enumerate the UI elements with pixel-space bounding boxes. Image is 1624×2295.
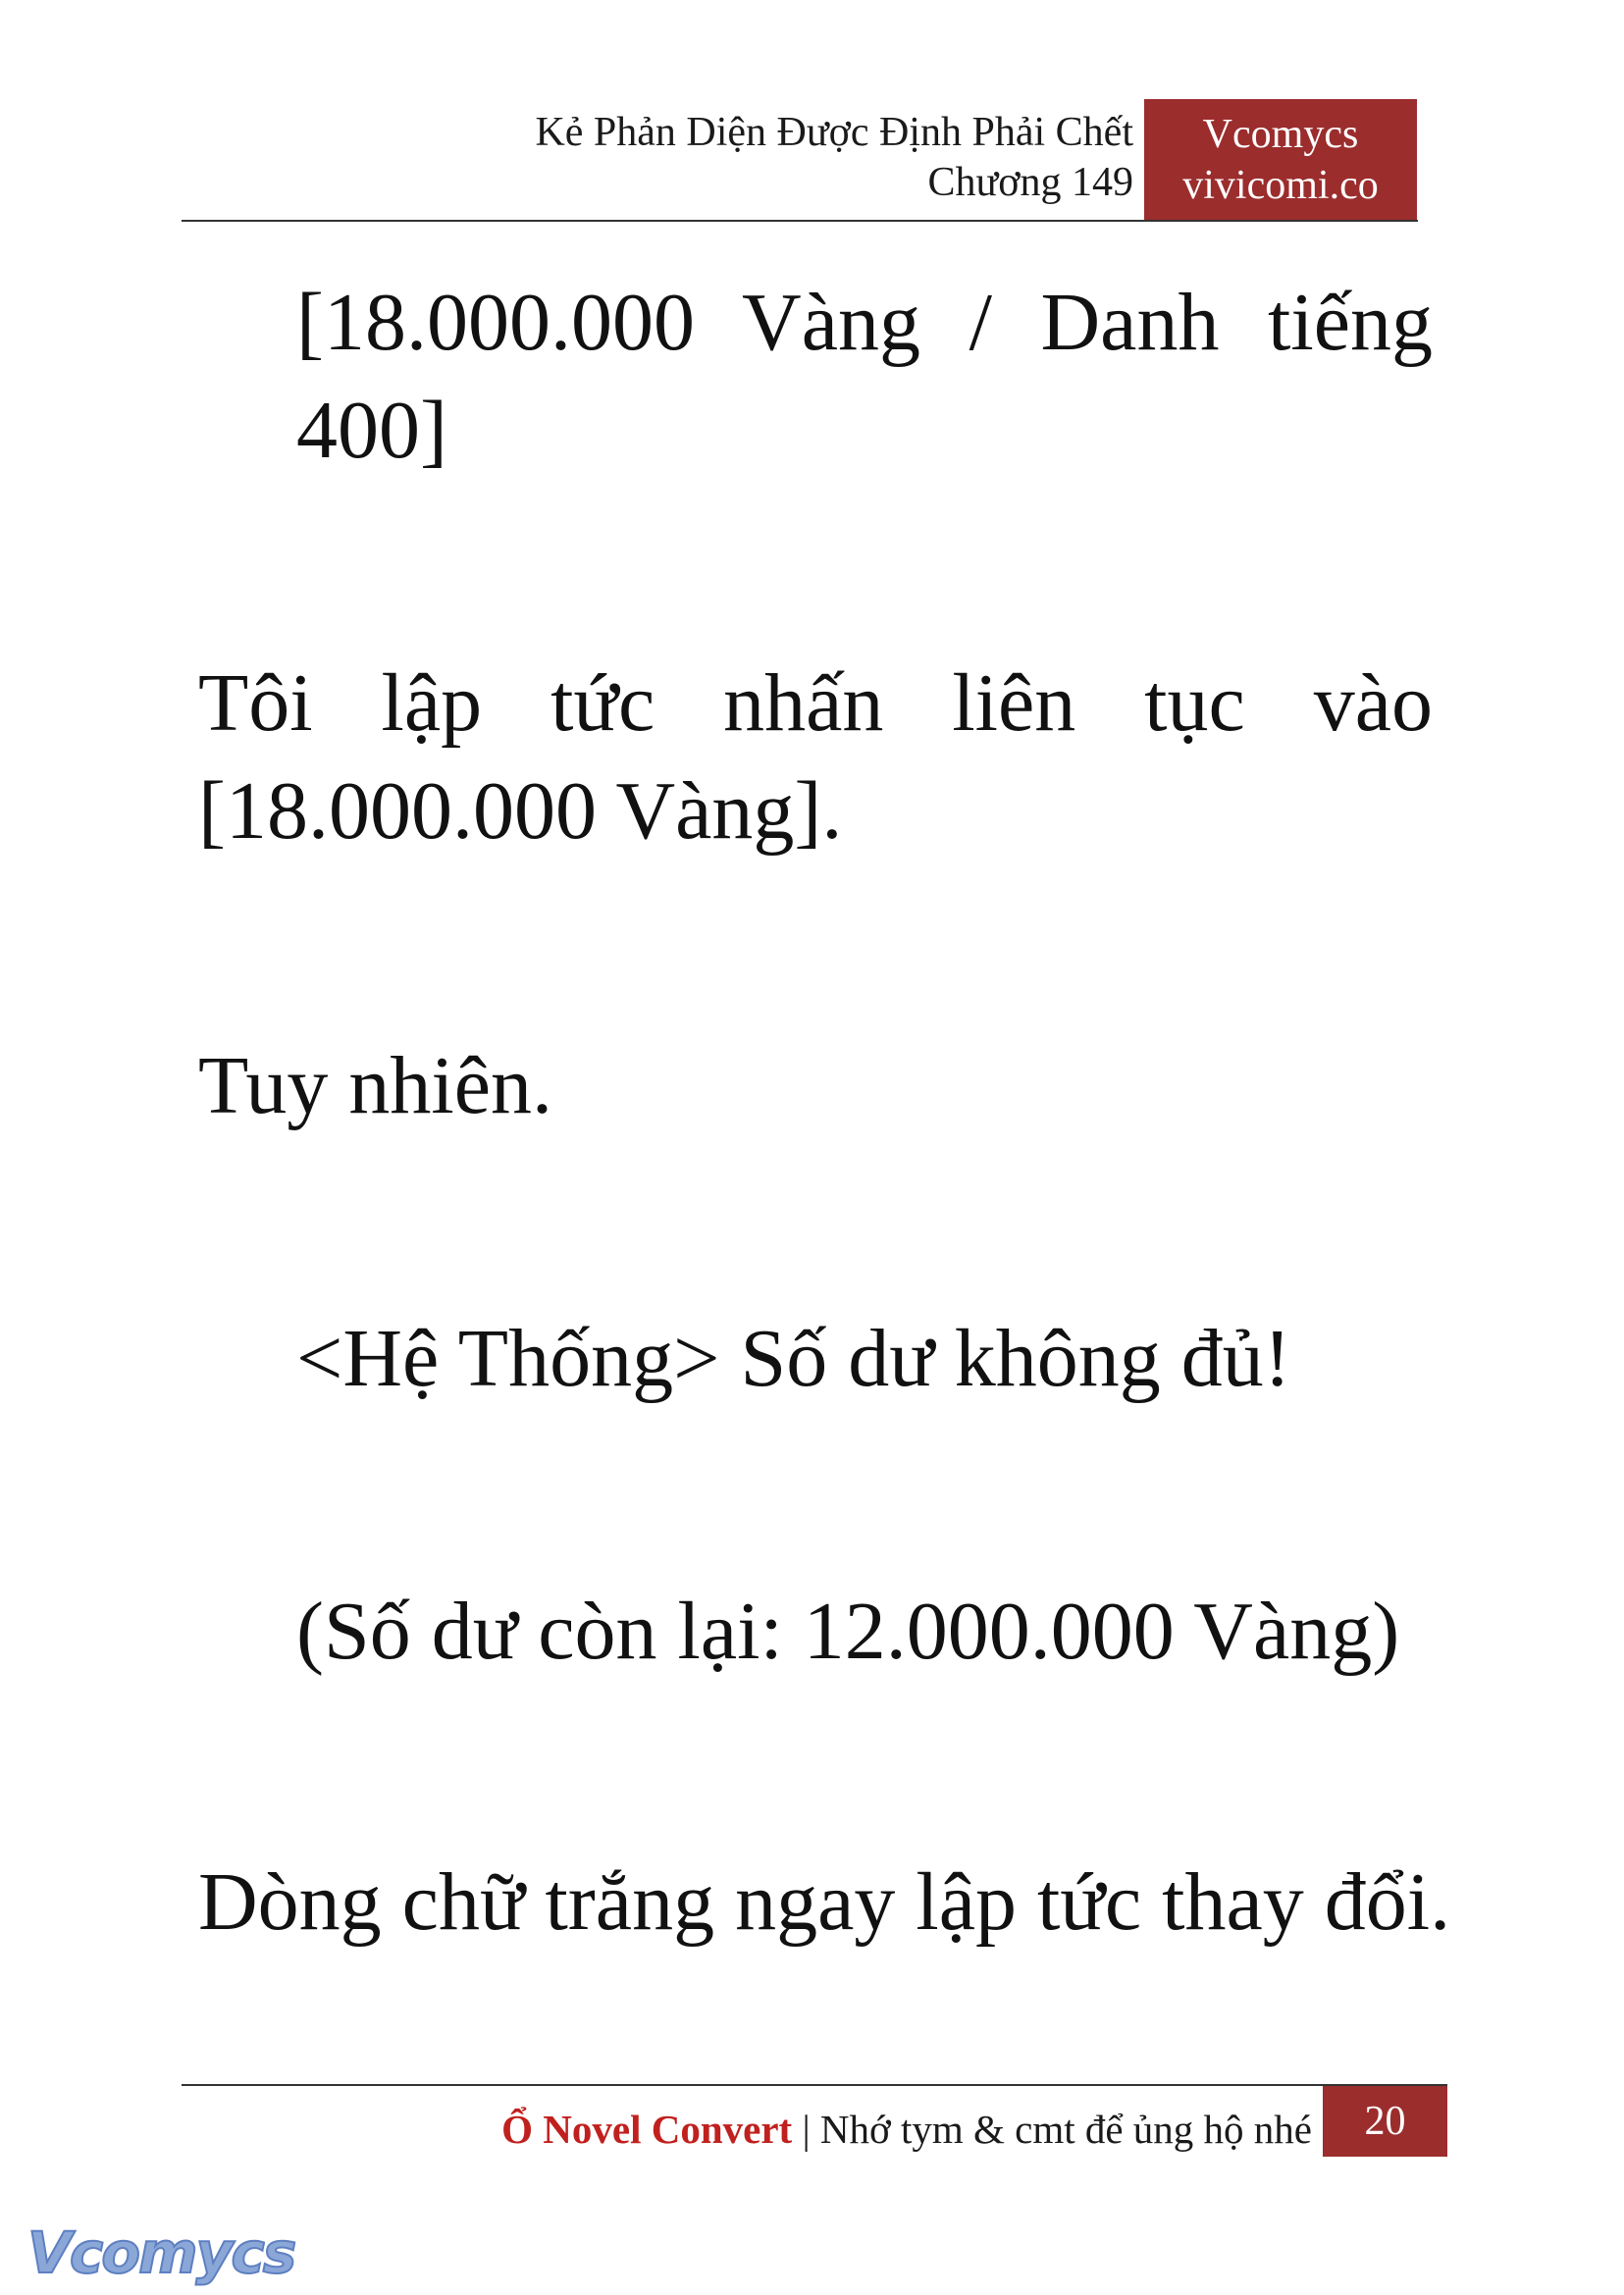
- badge-site-name: Vcomycs: [1202, 112, 1359, 157]
- header-badge: [1144, 99, 1417, 221]
- paragraph: Dòng chữ trắng ngay lập tức thay đổi.: [198, 1856, 1451, 1948]
- paragraph: <Hệ Thống> Số dư không đủ!: [296, 1313, 1291, 1404]
- badge-site-url: vivicomi.co: [1182, 163, 1379, 208]
- header-title-block: [535, 108, 1133, 208]
- page-number: 20: [1323, 2086, 1447, 2157]
- footer-separator: |: [792, 2107, 820, 2152]
- paragraph: Tôi lập tức nhấn liên tục vào [18.000.000 Vàng].: [198, 657, 1433, 857]
- footer-text: [501, 2102, 1312, 2157]
- paragraph: [18.000.000 Vàng / Danh tiếng 400]: [296, 277, 1433, 476]
- paragraph: Tuy nhiên.: [198, 1040, 552, 1131]
- book-title: Kẻ Phản Diện Được Định Phải Chết: [535, 110, 1133, 155]
- footer-message: Nhớ tym & cmt để ủng hộ nhé: [819, 2107, 1312, 2152]
- header-divider: [182, 220, 1418, 222]
- chapter-label: Chương 149: [927, 160, 1133, 205]
- footer-brand: Ổ Novel Convert: [501, 2107, 793, 2152]
- paragraph: (Số dư còn lại: 12.000.000 Vàng): [296, 1586, 1400, 1677]
- footer-divider: [182, 2084, 1447, 2086]
- watermark-logo: Vcomycs: [27, 2219, 295, 2286]
